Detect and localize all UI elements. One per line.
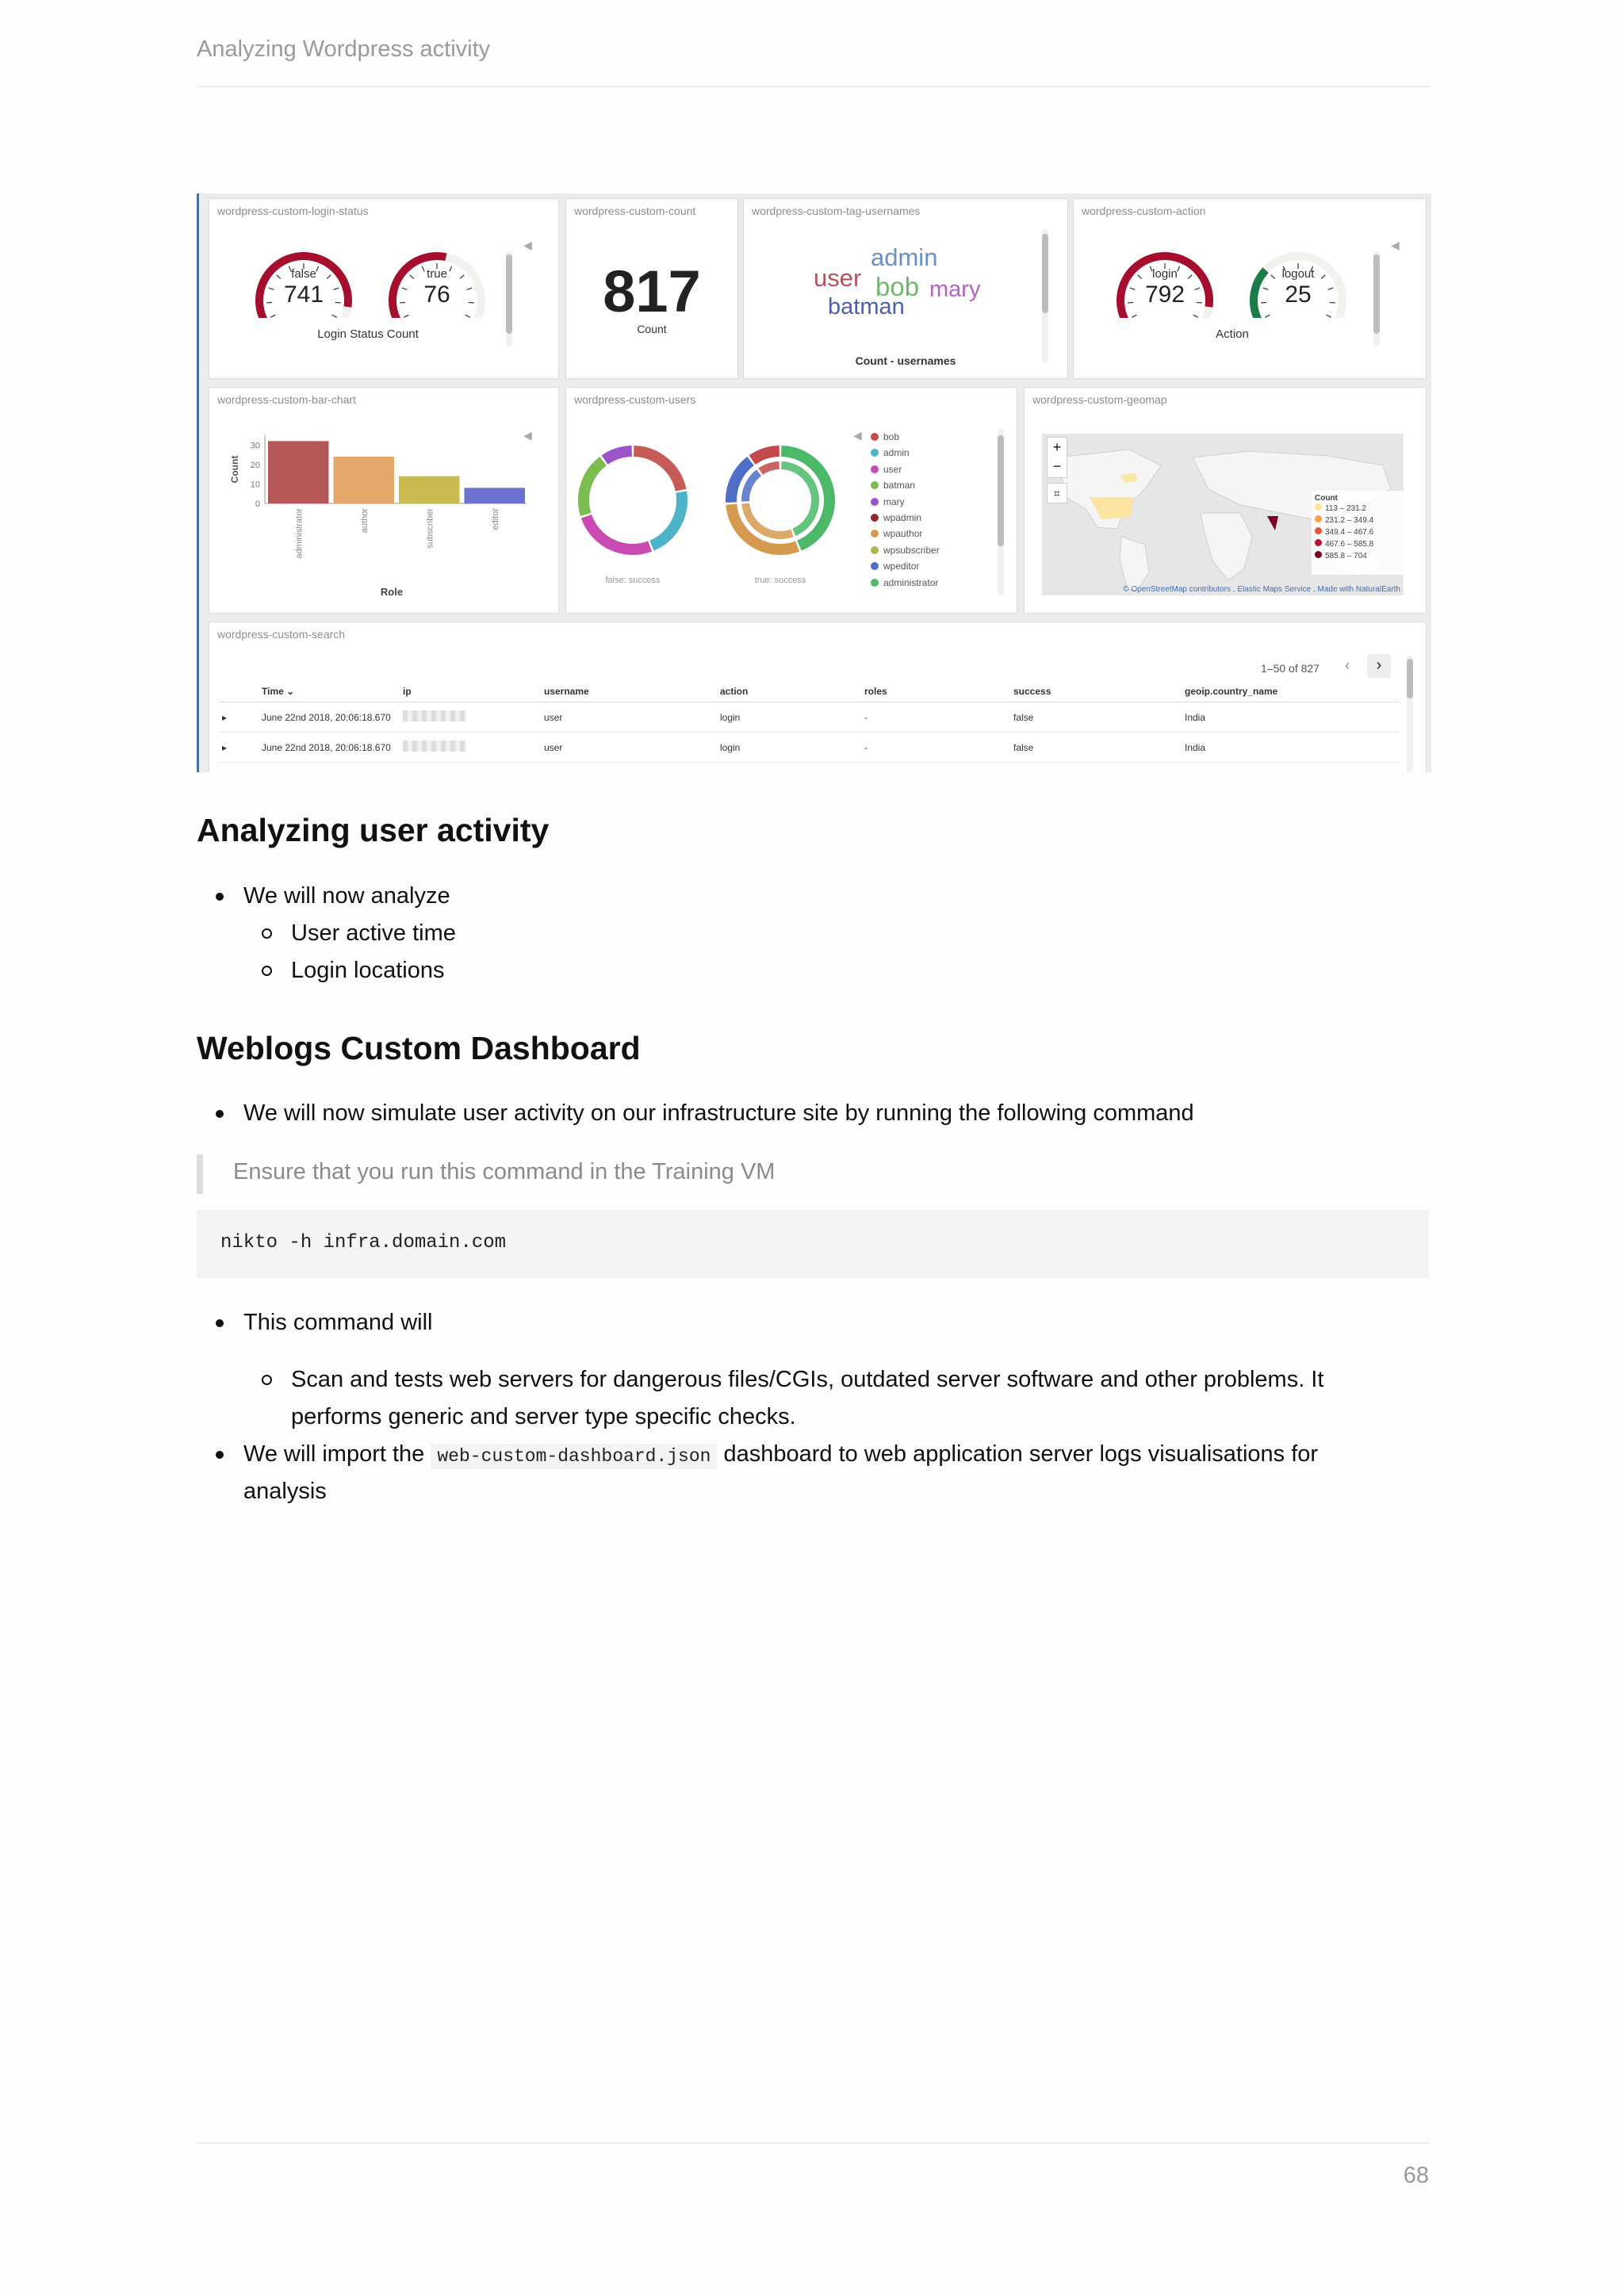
header-divider <box>197 86 1429 87</box>
prev-page-button[interactable]: ‹ <box>1345 657 1350 673</box>
gauge-label: logout <box>1281 267 1315 281</box>
map-legend-item <box>1315 550 1402 562</box>
cell-country: India <box>1182 702 1399 733</box>
cell-username: user <box>541 702 717 733</box>
donut-slice[interactable] <box>634 451 680 490</box>
legend-label: wpadmin <box>883 511 922 523</box>
gauge-label: login <box>1152 267 1178 281</box>
cell-action: login <box>717 702 861 733</box>
panel-count <box>565 198 738 379</box>
gauge-value: 25 <box>1285 281 1312 308</box>
note-text: Ensure that you run this command in the Training VM <box>233 1159 776 1184</box>
legend-item[interactable] <box>871 477 990 493</box>
fit-bounds-icon[interactable]: ⌗ <box>1047 483 1067 503</box>
bar[interactable] <box>334 457 395 503</box>
users-legend <box>871 429 990 605</box>
tag-word[interactable]: bob <box>875 272 920 301</box>
panel-title: wordpress-custom-login-status <box>217 205 369 217</box>
bullet-text: We will now simulate user activity on our infrastructure site by running the following command <box>243 1100 1194 1126</box>
gauge-tick <box>465 315 470 317</box>
cell-country: India <box>1182 733 1399 763</box>
map-legend-swatch <box>1315 515 1322 522</box>
dashboard-screenshot <box>197 193 1431 772</box>
legend-swatch <box>871 562 879 570</box>
panel-scrollbar[interactable] <box>506 251 512 346</box>
map-region-india <box>1267 516 1278 530</box>
legend-item[interactable] <box>871 445 990 461</box>
y-axis-label: Count <box>229 455 240 484</box>
bullet-marker <box>216 1451 224 1459</box>
legend-label: wpauthor <box>883 528 923 540</box>
map-legend-items <box>1315 503 1402 562</box>
panel-title: wordpress-custom-users <box>574 393 696 406</box>
panel-scrollbar[interactable] <box>1373 251 1380 346</box>
panel-users <box>565 387 1017 614</box>
column-header-country[interactable]: geoip.country_name <box>1182 681 1399 702</box>
map-legend <box>1312 491 1404 575</box>
collapse-icon[interactable]: ◀ <box>523 239 532 251</box>
panel-title: wordpress-custom-geomap <box>1032 393 1167 406</box>
bullet-text: We will now analyze <box>243 883 450 909</box>
column-header-ip[interactable]: ip <box>400 681 541 702</box>
tag-word[interactable]: mary <box>929 277 981 302</box>
legend-scrollbar[interactable] <box>998 429 1004 595</box>
cell-roles: - <box>861 733 1010 763</box>
map-legend-item <box>1315 503 1402 515</box>
gauge-caption: Login Status Count <box>317 327 419 341</box>
panel-tag-cloud <box>743 198 1068 379</box>
results-table <box>219 681 1399 763</box>
legend-label: admin <box>883 447 910 459</box>
map-legend-label: 585.8 – 704 <box>1325 552 1367 561</box>
column-header-roles[interactable]: roles <box>861 681 1010 702</box>
donut-label: true: success <box>754 576 806 585</box>
gauge-value: 792 <box>1144 281 1185 308</box>
y-tick-label: 0 <box>255 499 260 509</box>
x-axis-label: Role <box>380 586 404 598</box>
map-legend-swatch <box>1315 551 1322 558</box>
map-legend-swatch <box>1315 503 1322 511</box>
bullet-marker <box>216 893 224 901</box>
column-header-success[interactable]: success <box>1010 681 1182 702</box>
map-canvas[interactable] <box>1042 434 1404 595</box>
gauge-tick <box>1327 315 1331 317</box>
donut-inner-slice[interactable] <box>760 465 779 472</box>
zoom-in-button[interactable]: + <box>1052 439 1062 455</box>
collapse-icon[interactable]: ◀ <box>853 429 862 442</box>
metric-label: Count <box>637 323 667 335</box>
column-header-action[interactable]: action <box>717 681 861 702</box>
x-tick-label: subscriber <box>425 508 435 549</box>
cell-success: false <box>1010 702 1182 733</box>
sub-bullet-marker <box>262 928 272 939</box>
next-page-button[interactable]: › <box>1367 654 1391 678</box>
gauge-value: 76 <box>423 281 450 308</box>
legend-swatch <box>871 579 879 587</box>
map-legend-label: 467.6 – 585.8 <box>1325 540 1374 549</box>
collapse-icon[interactable]: ◀ <box>1391 239 1400 251</box>
sub-bullet-text: Login locations <box>291 958 445 983</box>
column-header-username[interactable]: username <box>541 681 717 702</box>
panel-title: wordpress-custom-search <box>217 628 346 641</box>
donut-slice[interactable] <box>584 461 603 515</box>
tag-word[interactable]: batman <box>828 294 905 320</box>
table-header-row <box>219 681 1399 702</box>
map-legend-title: Count <box>1315 494 1338 503</box>
y-tick-label: 20 <box>250 460 260 470</box>
bullet-text: We will import the web-custom-dashboard.json dashboard to web application server logs visualisations for <box>243 1436 1318 1475</box>
panel-bar-chart <box>209 387 559 614</box>
legend-swatch <box>871 546 879 554</box>
code-block <box>197 1210 1429 1278</box>
legend-label: wpsubscriber <box>883 544 940 556</box>
map-legend-item <box>1315 515 1402 526</box>
y-tick-label: 30 <box>250 441 260 451</box>
legend-label: user <box>883 463 902 475</box>
legend-label: wpeditor <box>883 561 920 572</box>
legend-swatch <box>871 449 879 457</box>
sub-bullet-marker <box>262 1375 272 1385</box>
table-row[interactable] <box>219 702 1399 733</box>
map-legend-swatch <box>1315 527 1322 534</box>
map-legend-label: 113 – 231.2 <box>1325 504 1367 513</box>
page-number: 68 <box>1403 2163 1429 2188</box>
legend-swatch <box>871 465 879 473</box>
cell-roles: - <box>861 702 1010 733</box>
gauge-tick <box>404 315 408 317</box>
cell-ip-redacted <box>400 702 541 733</box>
gauge-tick <box>1193 315 1198 317</box>
legend-item[interactable] <box>871 510 990 526</box>
donut-inner-slice[interactable] <box>781 465 815 532</box>
legend-label: batman <box>883 480 916 492</box>
legend-label: bob <box>883 431 900 442</box>
page-header-title: Analyzing Wordpress activity <box>197 36 491 62</box>
metric-value: 817 <box>603 258 701 324</box>
code-command: nikto -h infra.domain.com <box>220 1232 507 1253</box>
note-blockquote <box>197 1154 1429 1194</box>
gauge-tick <box>270 315 275 317</box>
tag-cloud-caption: Count - usernames <box>855 354 956 367</box>
cell-username: user <box>541 733 717 763</box>
bar[interactable] <box>465 488 526 503</box>
sub-bullet-marker <box>262 966 272 976</box>
gauge-label: false <box>291 267 316 281</box>
bar[interactable] <box>399 476 460 503</box>
map-legend-item <box>1315 526 1402 538</box>
map-legend-swatch <box>1315 539 1322 546</box>
legend-item[interactable] <box>871 526 990 541</box>
sub-bullet-text: User active time <box>291 920 456 946</box>
legend-item[interactable] <box>871 542 990 558</box>
zoom-out-button[interactable]: − <box>1052 458 1062 474</box>
section-heading-weblogs-dashboard: Weblogs Custom Dashboard <box>197 1030 641 1066</box>
blockquote-bar <box>197 1154 203 1194</box>
tag-word[interactable]: admin <box>871 243 938 271</box>
donut-slice[interactable] <box>586 516 649 549</box>
panel-title: wordpress-custom-tag-usernames <box>752 205 921 217</box>
x-tick-label: editor <box>490 508 500 530</box>
column-header-time[interactable]: Time ⌄ <box>259 681 400 702</box>
panel-title: wordpress-custom-count <box>574 205 696 217</box>
panel-search <box>209 622 1427 772</box>
bullet-text-cont: analysis <box>243 1479 327 1504</box>
donut-charts <box>566 388 860 613</box>
cell-action: login <box>717 733 861 763</box>
bullet-marker <box>216 1110 224 1118</box>
expand-row-icon[interactable]: ▸ <box>219 733 259 763</box>
gauge-tick <box>1265 315 1270 317</box>
map-legend-label: 349.4 – 467.6 <box>1325 528 1374 537</box>
donut-label: false: success <box>605 576 661 585</box>
panel-geomap <box>1024 387 1427 614</box>
collapse-icon[interactable]: ◀ <box>523 429 532 442</box>
panel-title: wordpress-custom-action <box>1082 205 1206 217</box>
gauge-tick <box>332 315 337 317</box>
x-tick-label: author <box>359 508 370 534</box>
panel-action <box>1073 198 1427 379</box>
map-attribution[interactable]: © OpenStreetMap contributors , Elastic Maps Service , Made with NaturalEarth <box>1123 585 1400 594</box>
x-tick-label: administrator <box>294 508 304 559</box>
cell-time: June 22nd 2018, 20:06:18.670 <box>259 702 400 733</box>
legend-swatch <box>871 481 879 489</box>
bullet-text: This command will <box>243 1310 433 1335</box>
legend-item[interactable] <box>871 575 990 591</box>
y-tick-label: 10 <box>250 480 260 490</box>
donut-inner-slice[interactable] <box>745 503 792 535</box>
inline-code-filename: web-custom-dashboard.json <box>431 1444 717 1469</box>
table-scrollbar[interactable] <box>1407 656 1413 772</box>
tag-word[interactable]: user <box>814 264 862 292</box>
panel-title: wordpress-custom-bar-chart <box>217 393 357 406</box>
legend-swatch <box>871 530 879 538</box>
gauge-caption: Action <box>1216 327 1249 341</box>
map-legend-label: 231.2 – 349.4 <box>1325 516 1374 525</box>
cell-time: June 22nd 2018, 20:06:18.670 <box>259 733 400 763</box>
map-legend-item <box>1315 538 1402 550</box>
panel-login-status <box>209 198 559 379</box>
panel-scrollbar[interactable] <box>1042 229 1048 362</box>
legend-swatch <box>871 498 879 506</box>
donut-inner-slice[interactable] <box>745 473 759 501</box>
legend-label: administrator <box>883 576 939 588</box>
donut-slice[interactable] <box>652 492 682 546</box>
bar-chart <box>209 388 558 613</box>
zoom-controls <box>1047 437 1067 478</box>
bullet-marker <box>216 1319 224 1327</box>
legend-swatch <box>871 433 879 441</box>
legend-item[interactable] <box>871 494 990 510</box>
cell-success: false <box>1010 733 1182 763</box>
sub-bullet-text-cont: performs generic and server type specific checks. <box>291 1404 796 1429</box>
donut-slice[interactable] <box>605 451 632 460</box>
donut-slice[interactable] <box>753 451 779 460</box>
table-row[interactable] <box>219 733 1399 763</box>
legend-item[interactable] <box>871 558 990 574</box>
gauge-tick <box>1132 315 1136 317</box>
bar[interactable] <box>268 441 329 503</box>
pagination-text: 1–50 of 827 <box>1261 662 1320 675</box>
legend-swatch <box>871 514 879 522</box>
section-heading-user-activity: Analyzing user activity <box>197 812 550 848</box>
gauge-label: true <box>427 267 447 281</box>
cell-ip-redacted <box>400 733 541 763</box>
legend-item[interactable] <box>871 429 990 445</box>
gauge-value: 741 <box>283 281 324 308</box>
legend-label: mary <box>883 496 905 507</box>
legend-item[interactable] <box>871 461 990 477</box>
expand-row-icon[interactable]: ▸ <box>219 702 259 733</box>
footer-divider <box>197 2142 1429 2144</box>
sub-bullet-text: Scan and tests web servers for dangerous files/CGIs, outdated server software and other problems. It <box>291 1367 1324 1392</box>
